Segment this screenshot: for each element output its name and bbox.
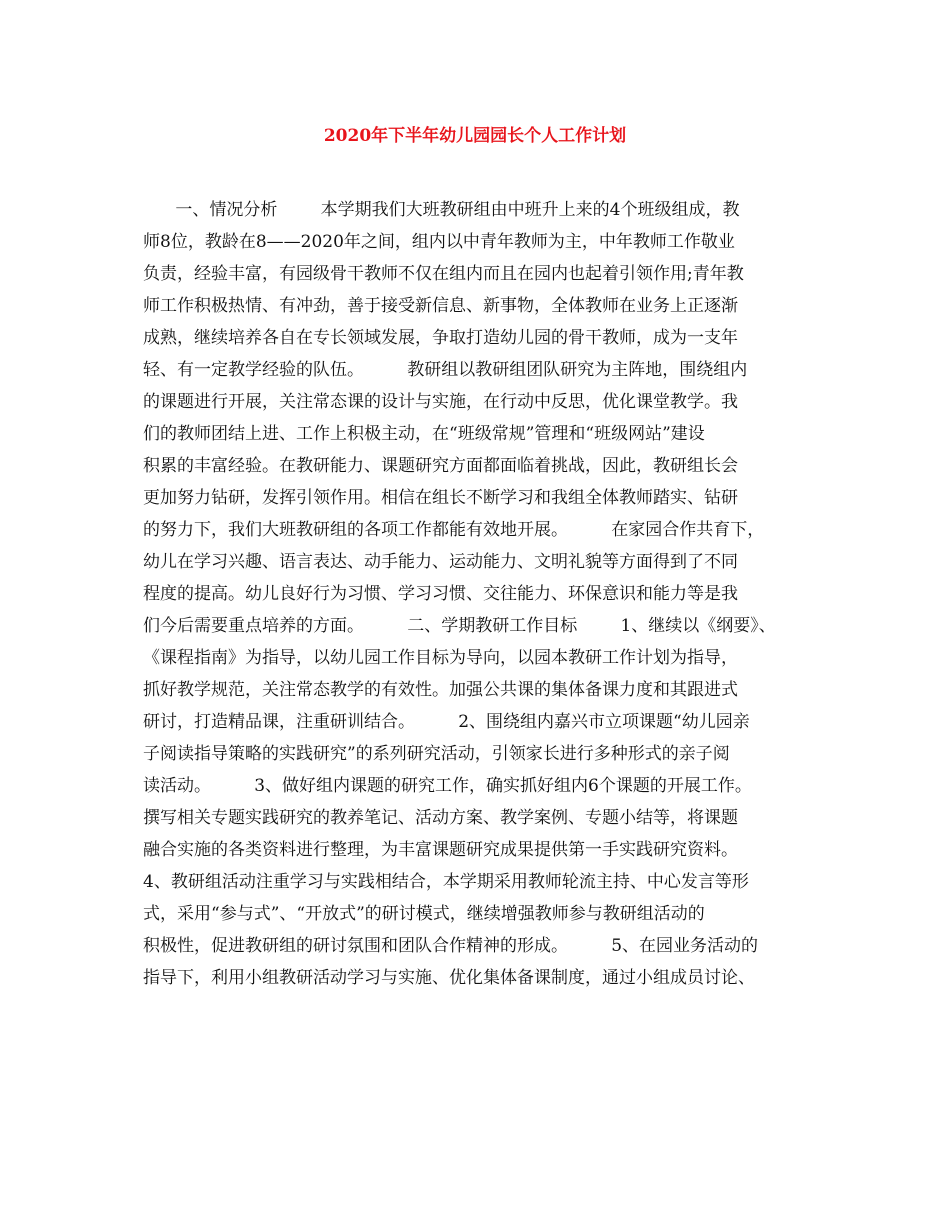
body-text-line: 式，采用“参与式”、“开放式”的研讨模式，继续增强教师参与教研组活动的 — [143, 904, 705, 924]
body-text-line: 成熟，继续培养各自在专长领域发展，争取打造幼儿园的骨干教师，成为一支年 — [143, 328, 738, 348]
body-text-line: 指导下，利用小组教研活动学习与实施、优化集体备课制度，通过小组成员讨论、 — [143, 968, 755, 988]
body-text-line: 研讨，打造精品课，注重研训结合。 2、围绕组内嘉兴市立项课题“幼儿园亲 — [143, 712, 750, 732]
body-text-line: 《课程指南》为指导，以幼儿园工作目标为导向，以园本教研工作计划为指导， — [143, 648, 738, 668]
body-text-line: 4、教研组活动注重学习与实践相结合，本学期采用教师轮流主持、中心发言等形 — [143, 872, 749, 892]
document-body — [143, 194, 823, 994]
body-text-line: 的课题进行开展，关注常态课的设计与实施，在行动中反思，优化课堂教学。我 — [143, 392, 738, 412]
body-text-line: 师8位，教龄在8——2020年之间，组内以中青年教师为主，中年教师工作敬业 — [143, 232, 735, 252]
document-title: 2020年下半年幼儿园园长个人工作计划 — [323, 126, 627, 146]
body-text-line: 读活动。 3、做好组内课题的研究工作，确实抓好组内6个课题的开展工作。 — [143, 776, 752, 796]
body-text-line: 积极性，促进教研组的研讨氛围和团队合作精神的形成。 5、在园业务活动的 — [143, 936, 759, 956]
body-text-line: 积累的丰富经验。在教研能力、课题研究方面都面临着挑战，因此，教研组长会 — [143, 456, 738, 476]
body-text-line: 们今后需要重点培养的方面。 二、学期教研工作目标 1、继续以《纲要》、 — [143, 616, 776, 636]
body-text-line: 负责，经验丰富，有园级骨干教师不仅在组内而且在园内也起着引领作用;青年教 — [143, 264, 744, 284]
body-text-line: 的努力下，我们大班教研组的各项工作都能有效地开展。 在家园合作共育下， — [143, 520, 765, 540]
body-text-line: 子阅读指导策略的实践研究”的系列研究活动，引领家长进行多种形式的亲子阅 — [143, 744, 730, 764]
body-text-line: 抓好教学规范，关注常态教学的有效性。加强公共课的集体备课力度和其跟进式 — [143, 680, 738, 700]
body-text-line: 幼儿在学习兴趣、语言表达、动手能力、运动能力、文明礼貌等方面得到了不同 — [143, 552, 738, 572]
body-text-line: 融合实施的各类资料进行整理，为丰富课题研究成果提供第一手实践研究资料。 — [143, 840, 738, 860]
body-text-line: 师工作积极热情、有冲劲，善于接受新信息、新事物，全体教师在业务上正逐渐 — [143, 296, 738, 316]
body-text-line: 一、情况分析 本学期我们大班教研组由中班升上来的4个班级组成，教 — [143, 200, 740, 220]
body-text-line: 更加努力钻研，发挥引领作用。相信在组长不断学习和我组全体教师踏实、钻研 — [143, 488, 738, 508]
body-text-line: 轻、有一定教学经验的队伍。 教研组以教研组团队研究为主阵地，围绕组内 — [143, 360, 748, 380]
body-text-line: 们的教师团结上进、工作上积极主动，在“班级常规”管理和“班级网站”建设 — [143, 424, 705, 444]
body-text-line: 程度的提高。幼儿良好行为习惯、学习习惯、交往能力、环保意识和能力等是我 — [143, 584, 738, 604]
body-text-line: 撰写相关专题实践研究的教养笔记、活动方案、教学案例、专题小结等，将课题 — [143, 808, 738, 828]
